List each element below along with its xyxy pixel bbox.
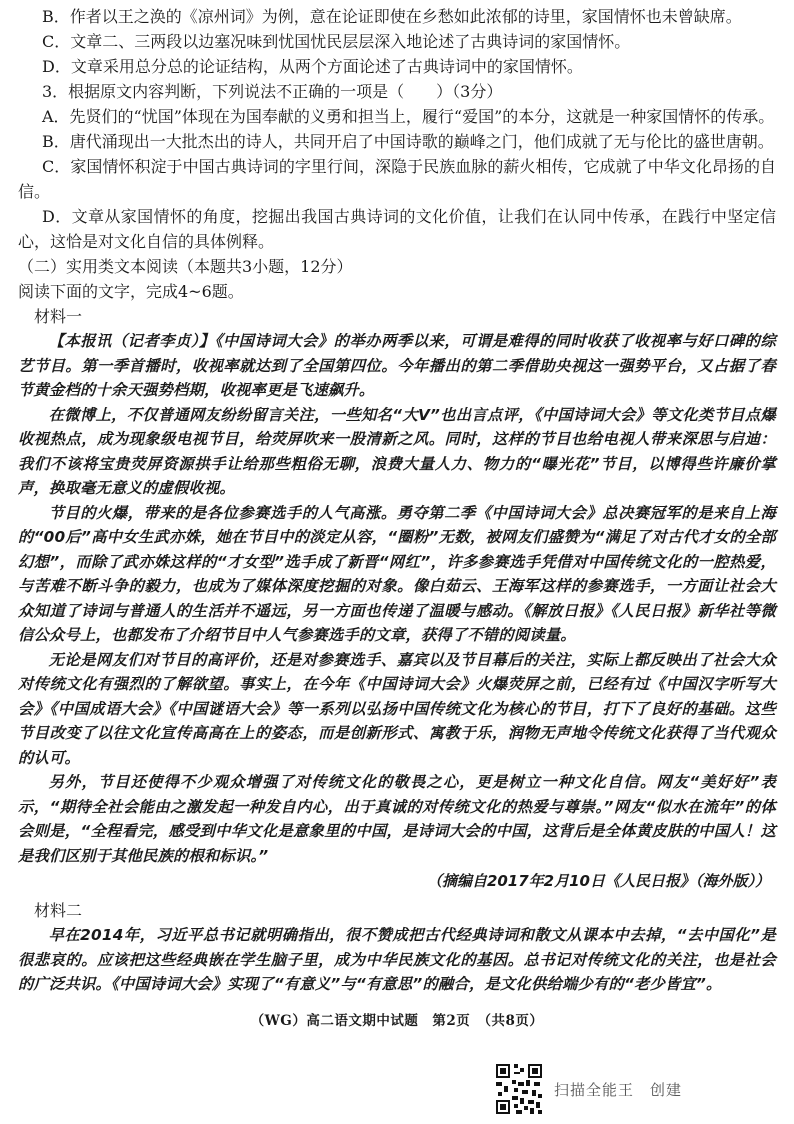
section-heading: （二）实用类文本阅读（本题共3小题，12分） xyxy=(18,257,353,276)
option-3c: C．家国情怀积淀于中国古典诗词的字里行间，深隐于民族血脉的薪火相传，它成就了中华文化昂扬的自信。 xyxy=(18,157,776,201)
option-2d: D．文章采用总分总的论证结构，从两个方面论述了古典诗词中的家国情怀。 xyxy=(42,57,583,76)
material-1-paragraph: 在微博上，不仅普通网友纷纷留言关注，一些知名“大V”也出言点评，《中国诗词大会》等文化类节目点爆收视热点，成为现象级电视节目，给荧屏吹来一股清新之风。同时，这样的节目也给电视人带来深思与启迪：我们不该将宝贵荧屏资源拱手让给那些粗俗无聊，浪费大量人力、物力的“曝光花”节目，以博得些许廉价掌声，换取毫无意义的虚假收视。 xyxy=(18,405,776,497)
material-2-label: 材料二 xyxy=(34,901,83,920)
qr-code-icon xyxy=(494,1062,544,1116)
page-footer: （WG）高二语文期中试题 第2页 （共8页） xyxy=(250,1012,544,1029)
option-2c: C．文章二、三两段以边塞况味到忧国忧民层层深入地论述了古典诗词的家国情怀。 xyxy=(42,32,631,51)
section-instruction: 阅读下面的文字，完成4~6题。 xyxy=(18,282,244,301)
option-3b: B．唐代涌现出一大批杰出的诗人，共同开启了中国诗歌的巅峰之门，他们成就了无与伦比的盛世唐朝。 xyxy=(42,132,774,151)
question-3-stem: 3．根据原文内容判断，下列说法不正确的一项是（ ）（3分） xyxy=(42,82,503,101)
material-1-paragraph: 无论是网友们对节目的高评价，还是对参赛选手、嘉宾以及节目幕后的关注，实际上都反映出了社会大众对传统文化有强烈的了解欲望。事实上，在今年《中国诗词大会》火爆荧屏之前，已经有过《中国汉字听写大会》《中国成语大会》《中国谜语大会》等一系列以弘扬中国传统文化为核心的节目，打下了良好的基础。这些节目改变了以往文化宣传高高在上的姿态，而是创新形式、寓教于乐，润物无声地令传统文化获得了当代观众的认可。 xyxy=(18,650,776,767)
scanner-label: 扫描全能王 创建 xyxy=(554,1080,683,1099)
option-3d: D．文章从家国情怀的角度，挖掘出我国古典诗词的文化价值，让我们在认同中传承，在践行中坚定信心，这恰是对文化自信的具体例释。 xyxy=(18,207,776,251)
material-1-source: （摘编自2017年2月10日《人民日报》（海外版）） xyxy=(426,872,770,890)
option-3a: A．先贤们的“忧国”体现在为国奉献的义勇和担当上，履行“爱国”的本分，这就是一种家国情怀的传承。 xyxy=(42,107,775,126)
material-1-label: 材料一 xyxy=(34,307,83,326)
scanner-watermark xyxy=(494,1062,682,1116)
material-1-paragraph: 【本报讯（记者李贞）】《中国诗词大会》的举办两季以来，可谓是难得的同时收获了收视率与好口碑的综艺节目。第一季首播时，收视率就达到了全国第四位。今年播出的第二季借助央视这一强势平台，又占据了春节黄金档的十余天强势档期，收视率更是飞速飙升。 xyxy=(18,332,776,399)
material-2-paragraph: 早在2014年，习近平总书记就明确指出，很不赞成把古代经典诗词和散文从课本中去掉，“去中国化”是很悲哀的。应该把这些经典嵌在学生脑子里，成为中华民族文化的基因。总书记对传统文化的关注，也是社会的广泛共识。《中国诗词大会》实现了“有意义”与“有意思”的融合，是文化供给端少有的“老少皆宜”。 xyxy=(18,926,776,993)
option-2b: B．作者以王之涣的《凉州词》为例，意在论证即使在乡愁如此浓郁的诗里，家国情怀也未曾缺席。 xyxy=(42,7,742,26)
material-1-paragraph: 节目的火爆，带来的是各位参赛选手的人气高涨。勇夺第二季《中国诗词大会》总决赛冠军的是来自上海的“00后”高中女生武亦姝，她在节目中的淡定从容，“圈粉”无数，被网友们盛赞为“满足了对古代才女的全部幻想”，而除了武亦姝这样的“才女型”选手成了新晋“网红”，许多参赛选手凭借对中国传统文化的一腔热爱，与苦难不断斗争的毅力，也成为了媒体深度挖掘的对象。像白茹云、王海军这样的参赛选手，一方面让社会大众知道了诗词与普通人的生活并不遥远，另一方面也传递了温暖与感动。《解放日报》《人民日报》新华社等微信公众号上，也都发布了介绍节目中人气参赛选手的文章，获得了不错的阅读量。 xyxy=(18,503,776,644)
exam-page xyxy=(18,4,776,1029)
material-1-paragraph: 另外，节目还使得不少观众增强了对传统文化的敬畏之心，更是树立一种文化自信。网友“美好好”表示，“期待全社会能由之激发起一种发自内心，出于真诚的对传统文化的热爱与尊崇。”网友“似水在流年”的体会则是，“全程看完，感受到中华文化是意象里的中国，是诗词大会的中国，这背后是全体黄皮肤的中国人！这是我们区别于其他民族的根和标识。” xyxy=(18,773,776,865)
